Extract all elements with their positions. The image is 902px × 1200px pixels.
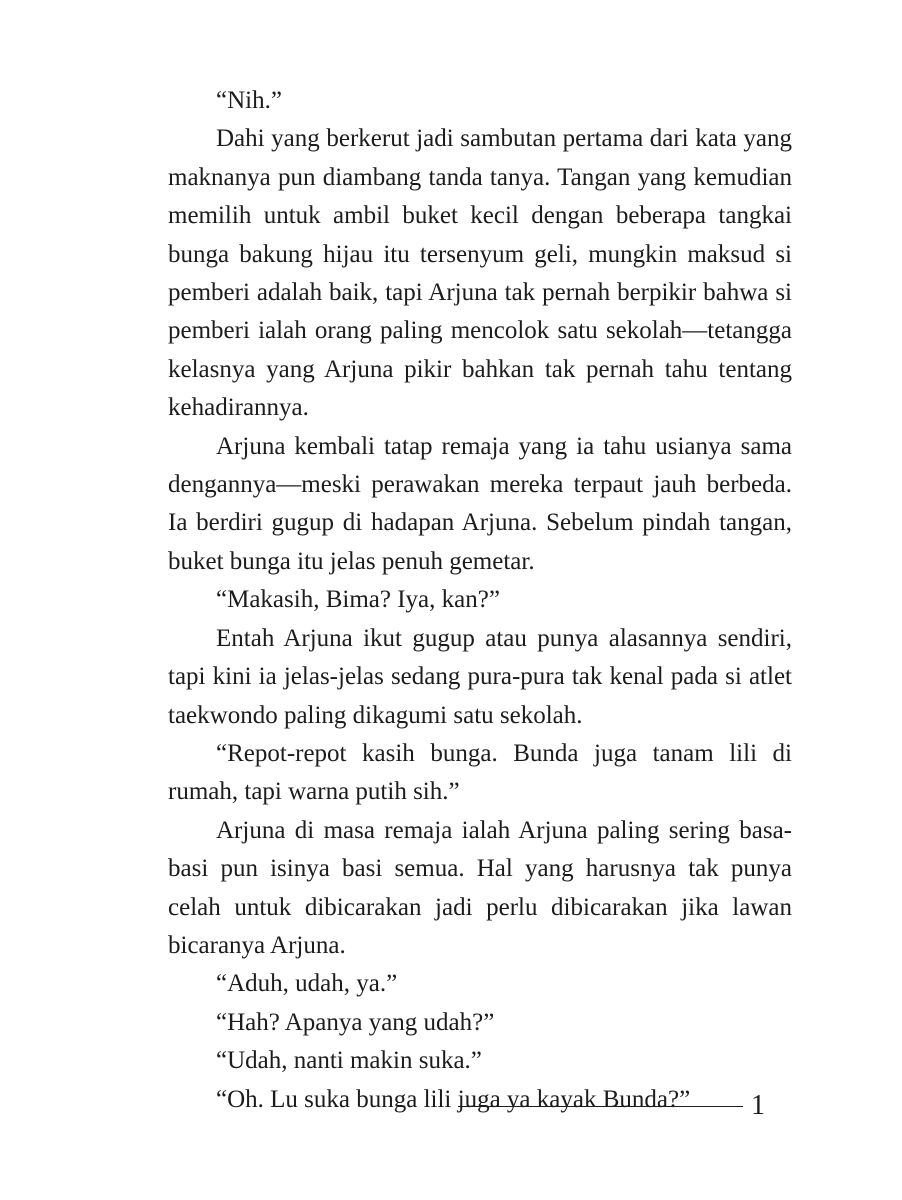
narration-paragraph: Entah Arjuna ikut gugup atau punya alasannya sendiri, tapi kini ia jelas-jelas sedang pura-pura tak kenal pada si atlet taekwondo paling dikagumi satu sekolah. [168,624,792,729]
footer-rule [458,1106,743,1107]
dialogue-line: “Oh. Lu suka bunga lili juga ya kayak Bunda?” [216,1085,691,1113]
dialogue-line: “Hah? Apanya yang udah?” [216,1008,495,1036]
narration-paragraph: Dahi yang berkerut jadi sambutan pertama dari kata yang maknanya pun diambang tanda tanya. Tangan yang kemudian memilih untuk ambil buket kecil dengan beberapa tangkai bunga bakung hijau itu tersenyum geli, mungkin maksud si pemberi adalah baik, tapi Arjuna tak pernah berpikir bahwa si pemberi ialah orang paling mencolok satu sekolah—tetangga kelasnya yang Arjuna pikir bahkan tak pernah tahu tentang kehadirannya. [168,125,792,422]
page-body [168,82,792,1119]
dialogue-paragraph: “Repot-repot kasih bunga. Bunda juga tanam lili di rumah, tapi warna putih sih.” [168,739,792,806]
page-footer [458,1087,792,1127]
dialogue-line: “Udah, nanti makin suka.” [216,1047,482,1075]
page-number: 1 [751,1090,765,1121]
dialogue-line: “Aduh, udah, ya.” [216,970,398,998]
narration-paragraph: Arjuna kembali tatap remaja yang ia tahu usianya sama dengannya—meski perawakan mereka terpaut jauh berbeda. Ia berdiri gugup di hadapan Arjuna. Sebelum pindah tangan, buket bunga itu jelas penuh gemetar. [168,432,792,575]
dialogue-line: “Nih.” [216,87,282,114]
narration-paragraph: Arjuna di masa remaja ialah Arjuna paling sering basa-basi pun isinya basi semua. Hal yang harusnya tak punya celah untuk dibicarakan jadi perlu dibicarakan jika lawan bicaranya Arjuna. [168,816,792,959]
dialogue-line: “Makasih, Bima? Iya, kan?” [216,586,500,614]
